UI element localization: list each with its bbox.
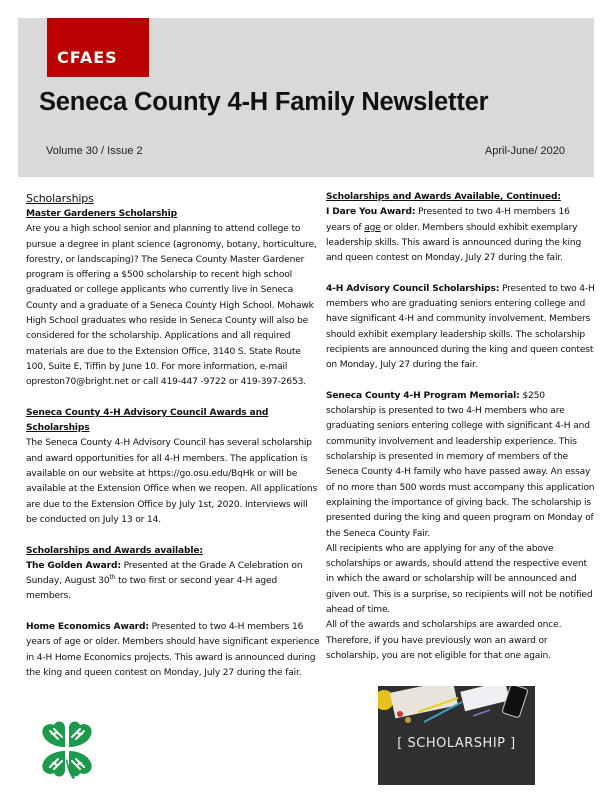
logo-text: CFAES <box>57 48 118 67</box>
cfaes-logo <box>47 18 149 77</box>
i-dare-you-award <box>326 205 596 266</box>
section-title-scholarships: Scholarships <box>26 192 94 205</box>
continued-heading: Scholarships and Awards Available, Continued: <box>326 192 561 202</box>
eligibility-note: All of the awards and scholarships are awarded once. Therefore, if you have previously won an award or scholarship, you are not eligible for that one again. <box>326 620 562 661</box>
underlined-word: age <box>364 222 381 233</box>
scholarship-photo <box>378 686 535 785</box>
master-gardeners-heading: Master Gardeners Scholarship <box>26 209 177 219</box>
right-column <box>326 190 596 664</box>
masthead <box>18 18 594 177</box>
scholarship-photo-label: [ SCHOLARSHIP ] <box>397 736 516 751</box>
i-dare-you-text-end: or older. Members should exhibit exemplary leadership skills. This award is announced during the king and queen contest on Monday, July 27 during the fair. <box>326 222 582 264</box>
i-dare-you-text: Presented to two 4-H members 16 years of <box>326 207 570 233</box>
advisory-scholarships-text: Presented to two 4-H members who are graduating seniors entering college and have significant 4-H and community involvement. Members should exhibit exemplary leadership skills. The scholarship recipients are announced during the king and queen contest on Monday, July 27 during the fair. <box>326 283 595 371</box>
home-ec-award-text: Presented to two 4-H members 16 years of age or older. Members should have significant experience in 4-H Home Economics projects. This award is announced during the king and queen contest on Monday, July 27 during the fair. <box>26 622 320 678</box>
advisory-council-heading: Seneca County 4-H Advisory Council Awards and Scholarships <box>26 407 269 434</box>
i-dare-you-label: I Dare You Award: <box>326 207 416 218</box>
memorial-text: $250 scholarship is presented to two 4-H members who are graduating seniors entering college with significant 4-H and community involvement and leadership experience. This scholarship is presented in memory of members of the Seneca County 4-H family who have passed away. An essay of no more than 500 words must accompany this application explaining the importance of giving back. The scholarship is presented during the king and queen program on Monday of the Seneca County Fair. <box>326 390 595 539</box>
home-ec-award-label: Home Economics Award: <box>26 622 149 633</box>
4h-clover-icon <box>36 719 98 779</box>
golden-award-text-end: to two first or second year 4-H aged members. <box>26 576 278 602</box>
issue-date: April-June/ 2020 <box>484 145 565 157</box>
home-ec-award <box>26 620 320 681</box>
memorial-label: Seneca County 4-H Program Memorial: <box>326 390 520 401</box>
recipients-note: All recipients who are applying for any of the above scholarships or awards, should attend the respective event in which the award or scholarship will be announced and given out. This is a surprise, so recipients will not be notified ahead of time. <box>326 543 593 616</box>
golden-award-label: The Golden Award: <box>26 560 121 571</box>
memorial-scholarship <box>326 389 596 542</box>
advisory-scholarships <box>326 282 596 374</box>
golden-award <box>26 559 320 605</box>
golden-award-text: Presented at the Grade A Celebration on Sunday, August 30 <box>26 560 303 587</box>
advisory-scholarships-label: 4-H Advisory Council Scholarships: <box>326 283 500 294</box>
volume-issue: Volume 30 / Issue 2 <box>46 145 143 157</box>
master-gardeners-body: Are you a high school senior and planning to attend college to pursue a degree in plant science (agronomy, botany, horticulture, forestry, or landscaping)? The Seneca County Master Gardener program is offering a $500 scholarship to recent high school graduated or college applicants who currently live in Seneca County and a graduate of a Seneca County High School. Mohawk High School graduates who reside in Seneca County will also be considered for the scholarship. Applications and all required materials are due to the Extension Office, 3140 S. State Route 100, Suite E, Tiffin by June 10. For more information, e-mail opreston70@bright.net or call 419-447 -9722 or 419-397-2653. <box>26 224 317 388</box>
ordinal-suffix: th <box>109 574 116 582</box>
left-column <box>26 190 320 681</box>
advisory-council-body: The Seneca County 4-H Advisory Council has several scholarship and award opportunities for all 4-H members. The application is available on our website at https://go.osu.edu/BqHk or will be available at the Extension Office when we reopen. All applications are due to the Extension Office by July 1st, 2020. Interviews will be conducted on July 13 or 14. <box>26 438 318 525</box>
awards-available-heading: Scholarships and Awards available: <box>26 545 203 556</box>
newsletter-title: Seneca County 4-H Family Newsletter <box>39 88 489 116</box>
